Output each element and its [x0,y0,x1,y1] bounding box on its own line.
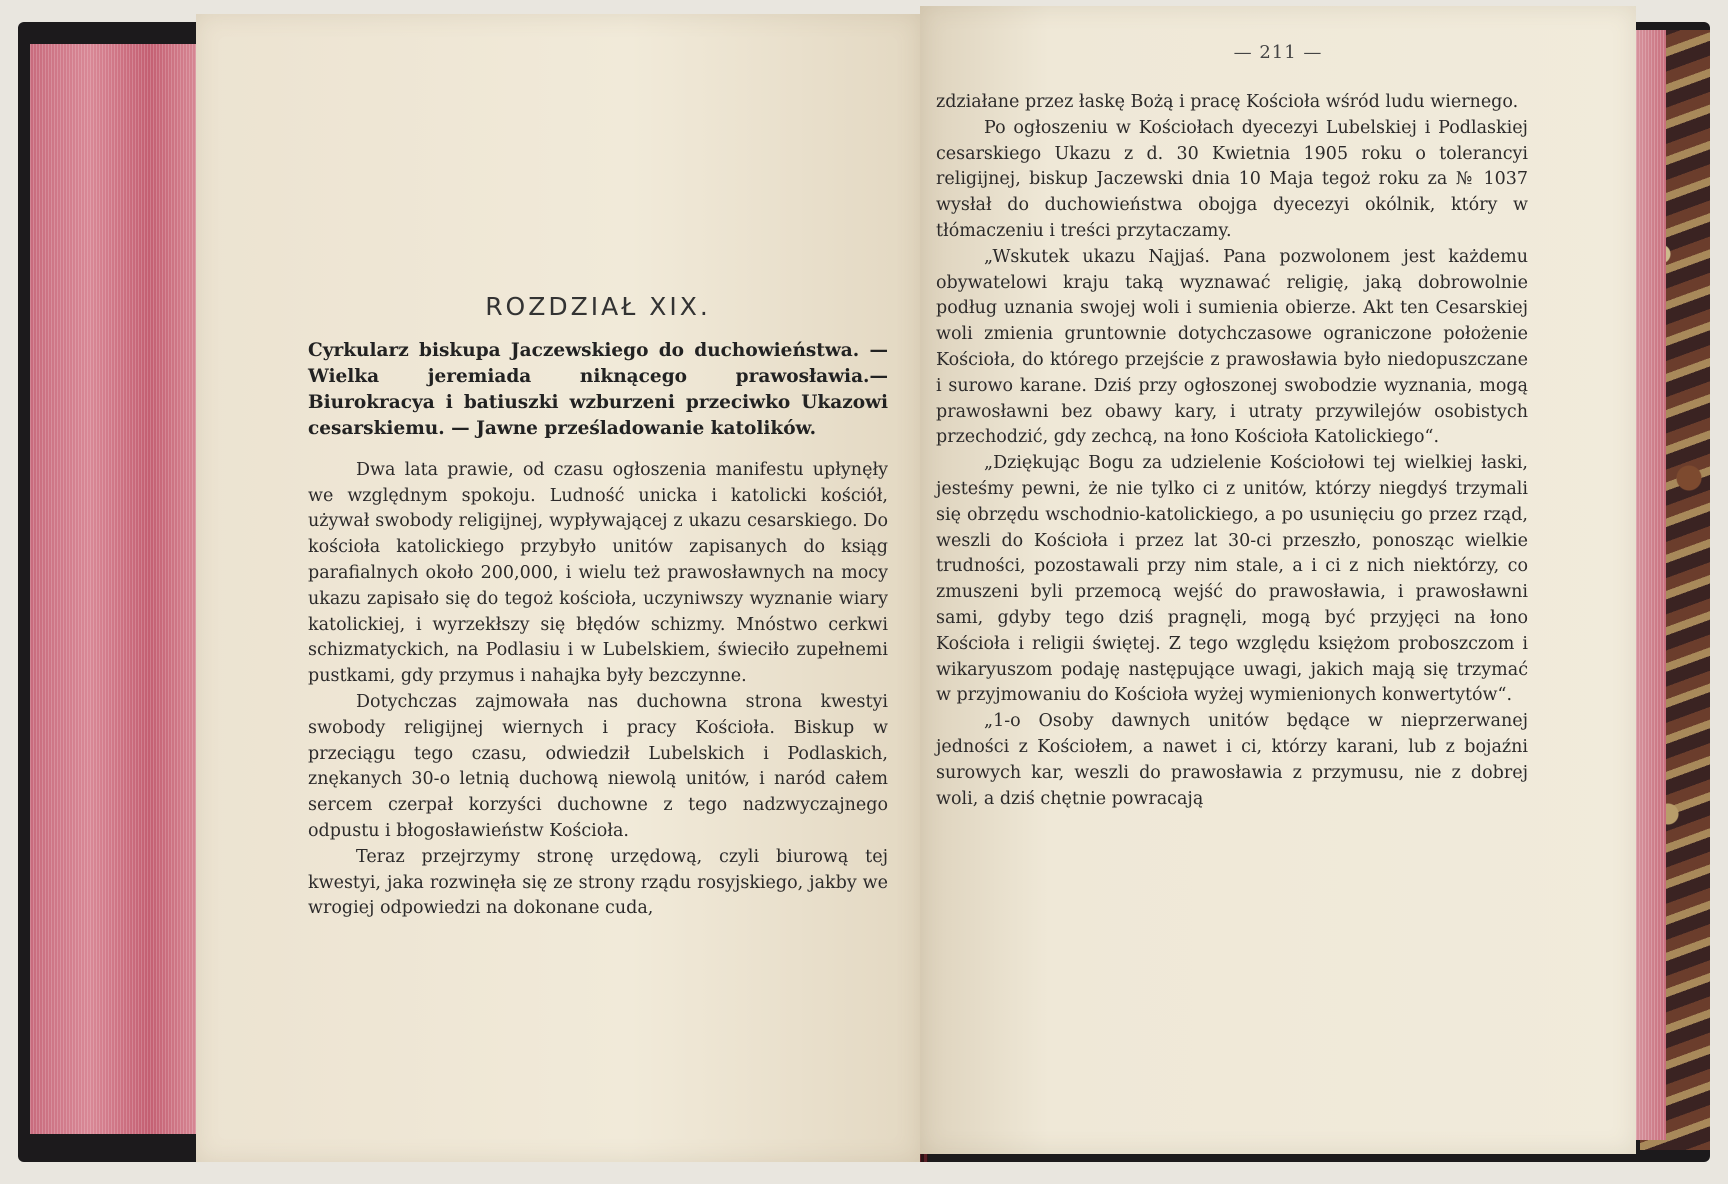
right-paragraph-2: Po ogłoszeniu w Kościołach dyecezyi Lubelskiej i Podlaskiej cesarskiego Ukazu z d. 30 Kwietnia 1905 roku o tolerancyi religijnej, biskup Jaczewski dnia 10 Maja tegoż roku za № 1037 wysłał do duchowieństwa obojga dyecezyi okólnik, który w tłómaczeniu i treści przytaczamy. [936,117,1528,241]
page-number: — 211 — [1233,42,1323,63]
chapter-title: ROZDZIAŁ XIX. [485,292,711,321]
left-paragraph-2: Dotychczas zajmowała nas duchowna strona kwestyi swobody religijnej wiernych i pracy Kościoła. Biskup w przeciągu tego czasu, odwiedził Lubelskich i Podlaskich, znękanych 30-o letnią duchową niewolą unitów, i naród całem sercem czerpał korzyści duchowne z tego nadzwyczajnego odpustu i błogosławieństw Kościoła. [308,691,888,841]
right-paragraph-5: „1-o Osoby dawnych unitów będące w nieprzerwanej jedności z Kościołem, a nawet i ci, którzy karani, lub z bojaźni surowych kar, weszli do prawosławia z przymusu, nie z dobrej woli, a dziś chętnie powracają [936,711,1528,809]
right-paragraph-1: zdziałane przez łaskę Bożą i pracę Kościoła wśród ludu wiernego. [936,92,1519,112]
left-paragraph-3: Teraz przejrzymy stronę urzędową, czyli biurową tej kwestyi, jaka rozwinęła się ze strony rządu rosyjskiego, jakby we wrogiej odpowiedzi na dokonane cuda, [308,846,888,919]
chapter-summary: Cyrkularz biskupa Jaczewskiego do duchowieństwa. — Wielka jeremiada niknącego prawosławia.— Biurokracya i batiuszki wzburzeni przeciwko Ukazowi cesarskiemu. — Jawne prześladowanie katolików. [308,339,888,439]
right-page-text [936,90,1528,812]
page-edges-left [30,44,200,1134]
left-page [196,14,920,1162]
right-paragraph-4: „Dziękując Bogu za udzielenie Kościołowi tej wielkiej łaski, jesteśmy pewni, że nie tylko ci z unitów, którzy niegdyś trzymali się obrzędu wschodnio-katolickiego, a po usunięciu go przez rząd, weszli do Kościoła i przez lat 30-ci przeszło, ponosząc wielkie trudności, pozostawali przy nim stale, a i ci z nich niektórzy, co zmuszeni byli przemocą wejść do prawosławia, i prawosławni sami, gdyby tego dziś pragnęli, mogą być przyjęci na łono Kościoła i religii świętej. Z tego względu księżom proboszczom i wikaryuszom podaję następujące uwagi, jakich mają się trzymać w przyjmowaniu do Kościoła wyżej wymienionych konwertytów“. [936,453,1528,706]
right-page [920,6,1636,1154]
left-paragraph-1: Dwa lata prawie, od czasu ogłoszenia manifestu upłynęły we względnym spokoju. Ludność unicka i katolicki kościół, używał swobody religijnej, wypływającej z ukazu cesarskiego. Do kościoła katolickiego przybyło unitów zapisanych do ksiąg parafialnych około 200,000, i wielu też prawosławnych na mocy ukazu zapisało się do tegoż kościoła, uczyniwszy wyznanie wiary katolickiej, i wyrzekłszy się błędów schizmy. Mnóstwo cerkwi schizmatyckich, na Podlasiu i w Lubelskiem, świeciło zupełnemi pustkami, gdy przymus i nahajka były bezczynne. [308,459,888,687]
right-paragraph-3: „Wskutek ukazu Najjaś. Pana pozwolonem jest każdemu obywatelowi kraju taką wyznawać religię, jaką dobrowolnie podług uznania swojej woli i sumienia obierze. Akt ten Cesarskiej woli zmienia gruntownie dotychczasowe ograniczone położenie Kościoła, do którego przejście z prawosławia było niedopuszczane i surowo karane. Dziś przy ogłoszonej swobodzie wyznania, mogą prawosławni bez obawy kary, i utraty przywilejów osobistych przechodzić, gdy zechcą, na łono Kościoła Katolickiego“. [936,246,1528,448]
left-page-text [308,294,888,922]
